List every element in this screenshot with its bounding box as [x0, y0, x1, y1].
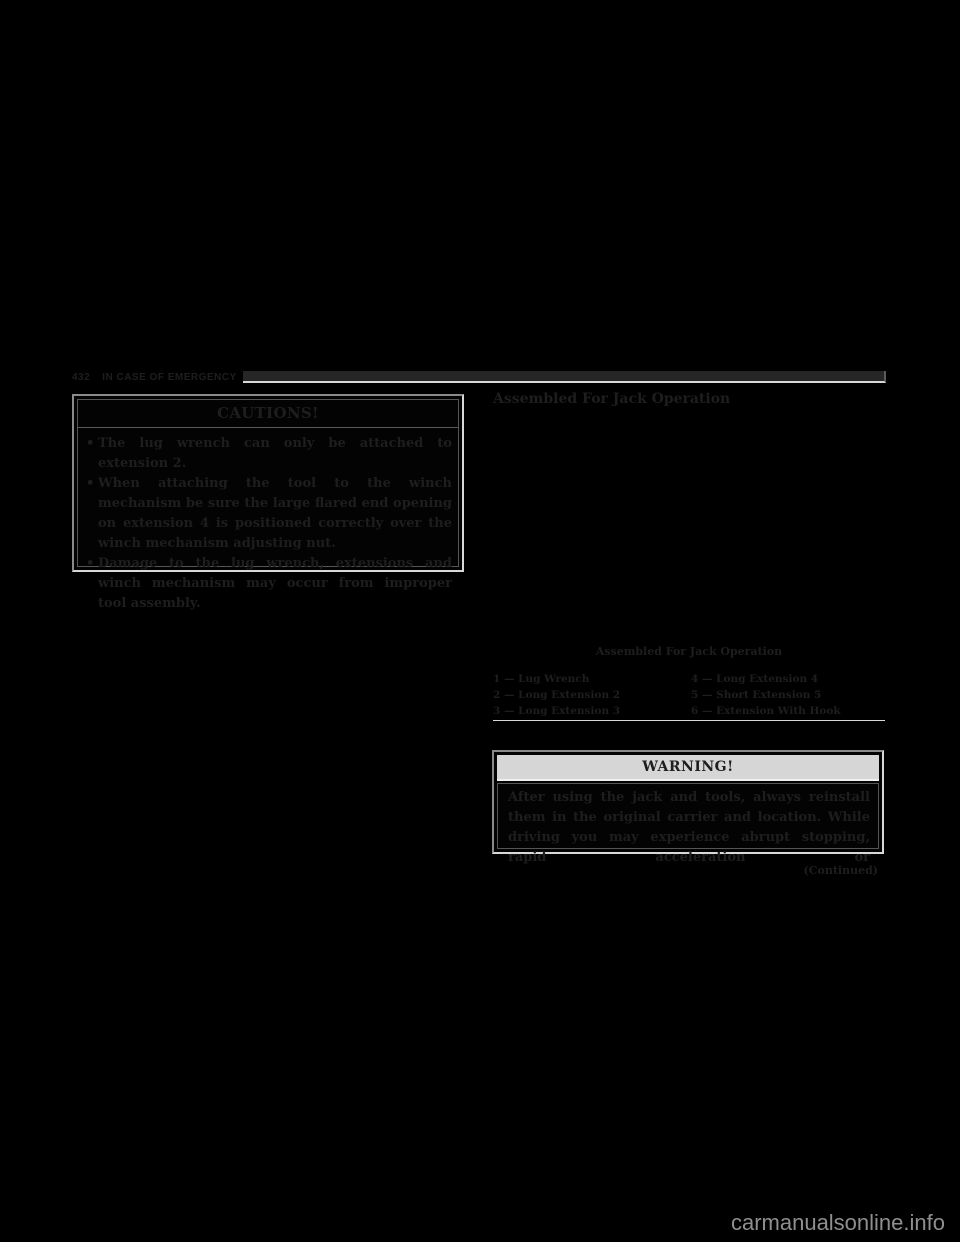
figure-heading: Assembled For Jack Operation: [493, 391, 731, 407]
bullet-icon: •: [86, 436, 95, 451]
page-header: [72, 370, 886, 384]
figure-caption: Assembled For Jack Operation: [595, 645, 783, 658]
section-title: IN CASE OF EMERGENCY: [102, 371, 237, 383]
warning-title: WARNING!: [497, 755, 879, 781]
warning-box: [492, 750, 884, 865]
caution-item-text: The lug wrench can only be attached to extension 2.: [98, 436, 452, 471]
figure-image-area: [493, 412, 885, 640]
bullet-icon: •: [86, 476, 95, 491]
caution-item-text: When attaching the tool to the winch mechanism be sure the large flared end opening on extension 4 is positioned correctly over the winch mechanism adjusting nut.: [98, 476, 452, 551]
caution-inner-frame: [77, 399, 459, 611]
caution-item: [86, 434, 452, 474]
caution-item-text: Damage to the lug wrench, extensions and winch mechanism may occur from improper tool assembly.: [98, 556, 452, 611]
continued-label: (Continued): [803, 864, 878, 877]
caution-title: CAUTIONS!: [78, 400, 458, 428]
page-number: 432: [72, 371, 91, 383]
caution-item: [86, 474, 452, 554]
caution-item: [86, 554, 452, 614]
caution-box: [72, 394, 464, 611]
legend-item: 5 — Short Extension 5: [691, 689, 822, 701]
figure-legend: [493, 672, 885, 719]
legend-item: 3 — Long Extension 3: [493, 705, 621, 717]
legend-item: 6 — Extension With Hook: [691, 705, 841, 717]
bullet-icon: •: [86, 556, 95, 571]
watermark: carmanualsonline.info: [730, 1210, 945, 1235]
legend-item: 4 — Long Extension 4: [691, 673, 819, 685]
header-rule: [243, 371, 886, 383]
legend-item: 2 — Long Extension 2: [493, 689, 621, 701]
legend-divider: [493, 720, 885, 721]
warning-body: After using the jack and tools, always reinstall them in the original carrier and location. While driving you may experience abrupt stopping, rapid acceleration or: [497, 783, 879, 849]
caution-list: [78, 434, 458, 614]
legend-item: 1 — Lug Wrench: [493, 673, 590, 685]
